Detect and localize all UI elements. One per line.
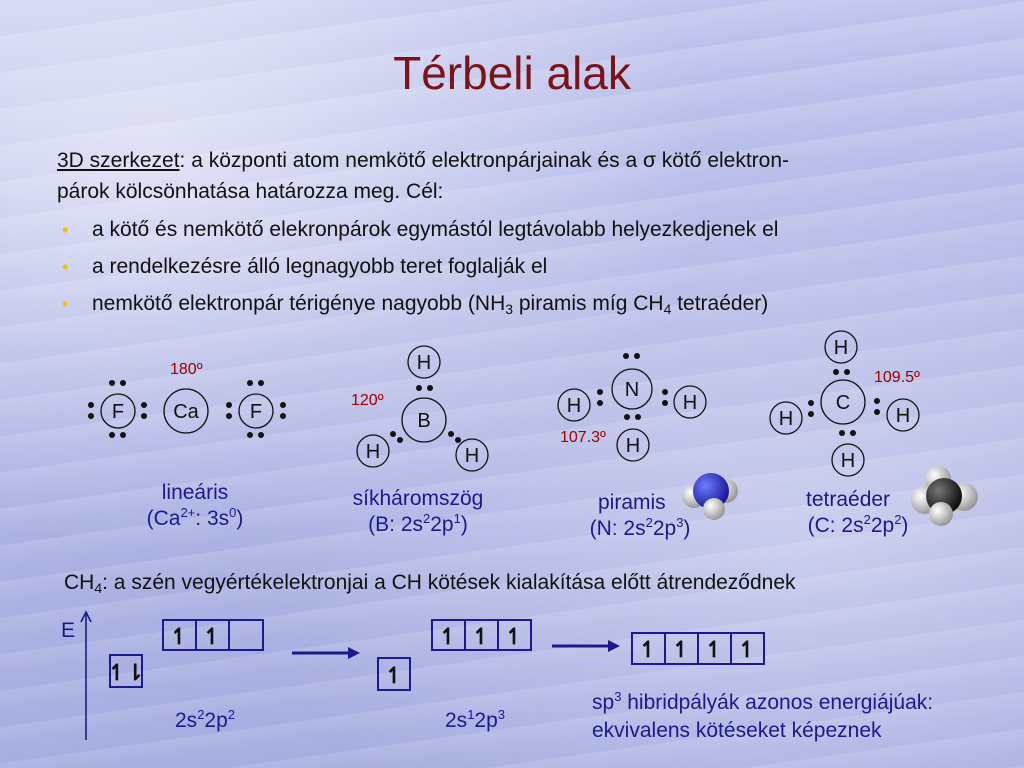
angle-pyramid: 107.3º [560, 429, 606, 446]
bullet-text-2: a rendelkezésre álló legnagyobb teret foglalják el [92, 255, 548, 278]
electron-up-icon: ↿ [704, 637, 724, 662]
energy-axis-label: E [61, 619, 76, 642]
linear-label [110, 481, 280, 531]
atom-h-right: H [895, 405, 911, 427]
electron-pair-icon: ↿⇂ [107, 660, 145, 685]
intro-text-b: kötő elektron- [655, 149, 790, 172]
hybrid-note: $sp^3$ hibridpályák azonos energiájúak: ekvivalens kötéseket képeznek [592, 689, 934, 742]
angle-tetrahedral: 109.5º [874, 369, 920, 386]
atom-h-right: H [682, 392, 698, 414]
shape-name: tetraéder [806, 488, 891, 511]
bullet-text-3a: nemkötő elektronpár térigénye nagyobb (NH [92, 292, 506, 315]
shape-name: lineáris [161, 481, 229, 504]
energy-axis [81, 612, 91, 740]
bullet-sub-3: 3 [505, 301, 514, 317]
atom-h-top: H [416, 352, 432, 374]
slide-title: Térbeli alak [393, 47, 631, 99]
atom-ca: Ca [173, 401, 199, 423]
excited-config-label: $2s^12p^3$ [445, 707, 506, 732]
electron-up-icon: ↿ [471, 624, 491, 649]
atom-h-top: H [833, 337, 849, 359]
ground-config-label: $2s^22p^2$ [175, 707, 236, 732]
atom-h-left: H [778, 408, 794, 430]
electron-up-icon: ↿ [671, 637, 691, 662]
intro-line2: párok kölcsönhatása határozza meg. Cél: [57, 180, 444, 203]
atom-b: B [417, 410, 431, 432]
bullet-dot-icon: • [62, 257, 69, 277]
electron-config: ($Ca^{2+}$: $3s^0$) [146, 505, 244, 530]
intro-text-a: : a központi atom nemkötő elektronpárjainak és a [179, 149, 643, 172]
electron-dots [88, 353, 880, 443]
bullet-sub-4: 4 [663, 301, 672, 317]
electron-up-icon: ↿ [504, 624, 524, 649]
intro-term: 3D szerkezet [57, 149, 180, 172]
sigma-symbol: σ [642, 149, 656, 172]
electron-config: (C: $2s^22p^2$) [807, 512, 909, 537]
atom-f-left: F [111, 401, 125, 423]
atom-h-bottom: H [840, 450, 856, 472]
atom-c: C [835, 392, 851, 414]
electron-up-icon: ↿ [737, 637, 757, 662]
angle-trigonal: 120º [351, 392, 384, 409]
atom-n: N [624, 379, 640, 401]
atom-h-left: H [566, 395, 582, 417]
angle-linear: 180º [170, 361, 203, 378]
trigonal-label [328, 487, 508, 537]
atom-h-bottom: H [625, 435, 641, 457]
bullet-text-1: a kötő és nemkötő elekronpárok egymástól legtávolabb helyezkedjenek el [92, 218, 779, 241]
shape-name: piramis [598, 491, 666, 514]
electron-up-icon: ↿ [638, 637, 658, 662]
atom-h-right: H [464, 445, 480, 467]
shape-name: síkháromszög [352, 487, 484, 510]
atom-h-left: H [365, 441, 381, 463]
electron-up-icon: ↿ [202, 624, 222, 649]
electron-up-icon: ↿ [438, 624, 458, 649]
electron-config: (B: $2s^22p^1$) [368, 511, 468, 536]
electron-config: (N: $2s^22p^3$) [589, 515, 691, 540]
atom-f-right: F [249, 401, 263, 423]
electron-up-icon: ↿ [384, 663, 404, 688]
bullet-text-3b: piramis míg CH [513, 292, 664, 315]
tetrahedral-label [778, 488, 938, 538]
ch4-statement: $CH_4$: a szén vegyértékelektronjai a CH kötések kialakítása előtt átrendeződnek [64, 571, 796, 596]
bullet-dot-icon: • [62, 220, 69, 240]
electron-up-icon: ↿ [169, 624, 189, 649]
bullet-dot-icon: • [62, 294, 69, 314]
bullet-text-3c: tetraéder) [671, 292, 769, 315]
pyramid-label [560, 491, 720, 541]
